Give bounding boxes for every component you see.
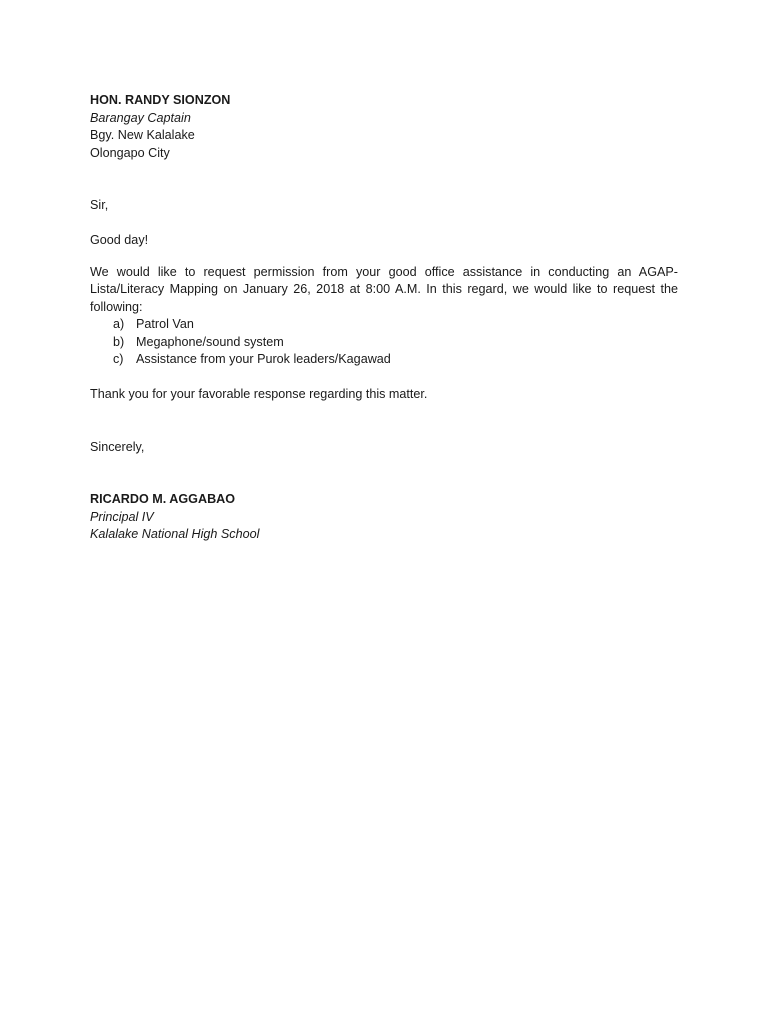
list-marker: c) (113, 352, 124, 366)
greeting: Good day! (90, 233, 149, 247)
list-item-text: Patrol Van (136, 317, 194, 331)
list-item (113, 351, 678, 369)
signatory-position: Principal IV (90, 509, 154, 524)
list-marker: b) (113, 334, 125, 349)
list-item (113, 334, 678, 352)
list-item-text: Assistance from your Purok leaders/Kagawad (136, 352, 391, 366)
signatory-school: Kalalake National High School (90, 527, 260, 541)
addressee-name: HON. RANDY SIONZON (90, 93, 231, 107)
closing: Sincerely, (90, 439, 145, 454)
addressee-position: Barangay Captain (90, 110, 191, 125)
addressee-city: Olongapo City (90, 145, 170, 160)
body-paragraph: We would like to request permission from your good office assistance in conducting an AGAP-Lista/Literacy Mapping on January 26, 2018 at 8:00 A.M. In this regard, we would like to request the following: (90, 264, 678, 314)
list-item (113, 316, 678, 334)
list-marker: a) (113, 317, 125, 331)
signatory-name: RICARDO M. AGGABAO (90, 492, 236, 506)
list-item-text: Megaphone/sound system (136, 334, 284, 349)
signature-block (90, 491, 678, 544)
request-list (90, 316, 678, 369)
addressee-block (90, 92, 678, 162)
salutation: Sir, (90, 198, 109, 212)
addressee-barangay: Bgy. New Kalalake (90, 128, 195, 142)
letter-page (90, 92, 678, 544)
thanks-line: Thank you for your favorable response regarding this matter. (90, 387, 428, 401)
